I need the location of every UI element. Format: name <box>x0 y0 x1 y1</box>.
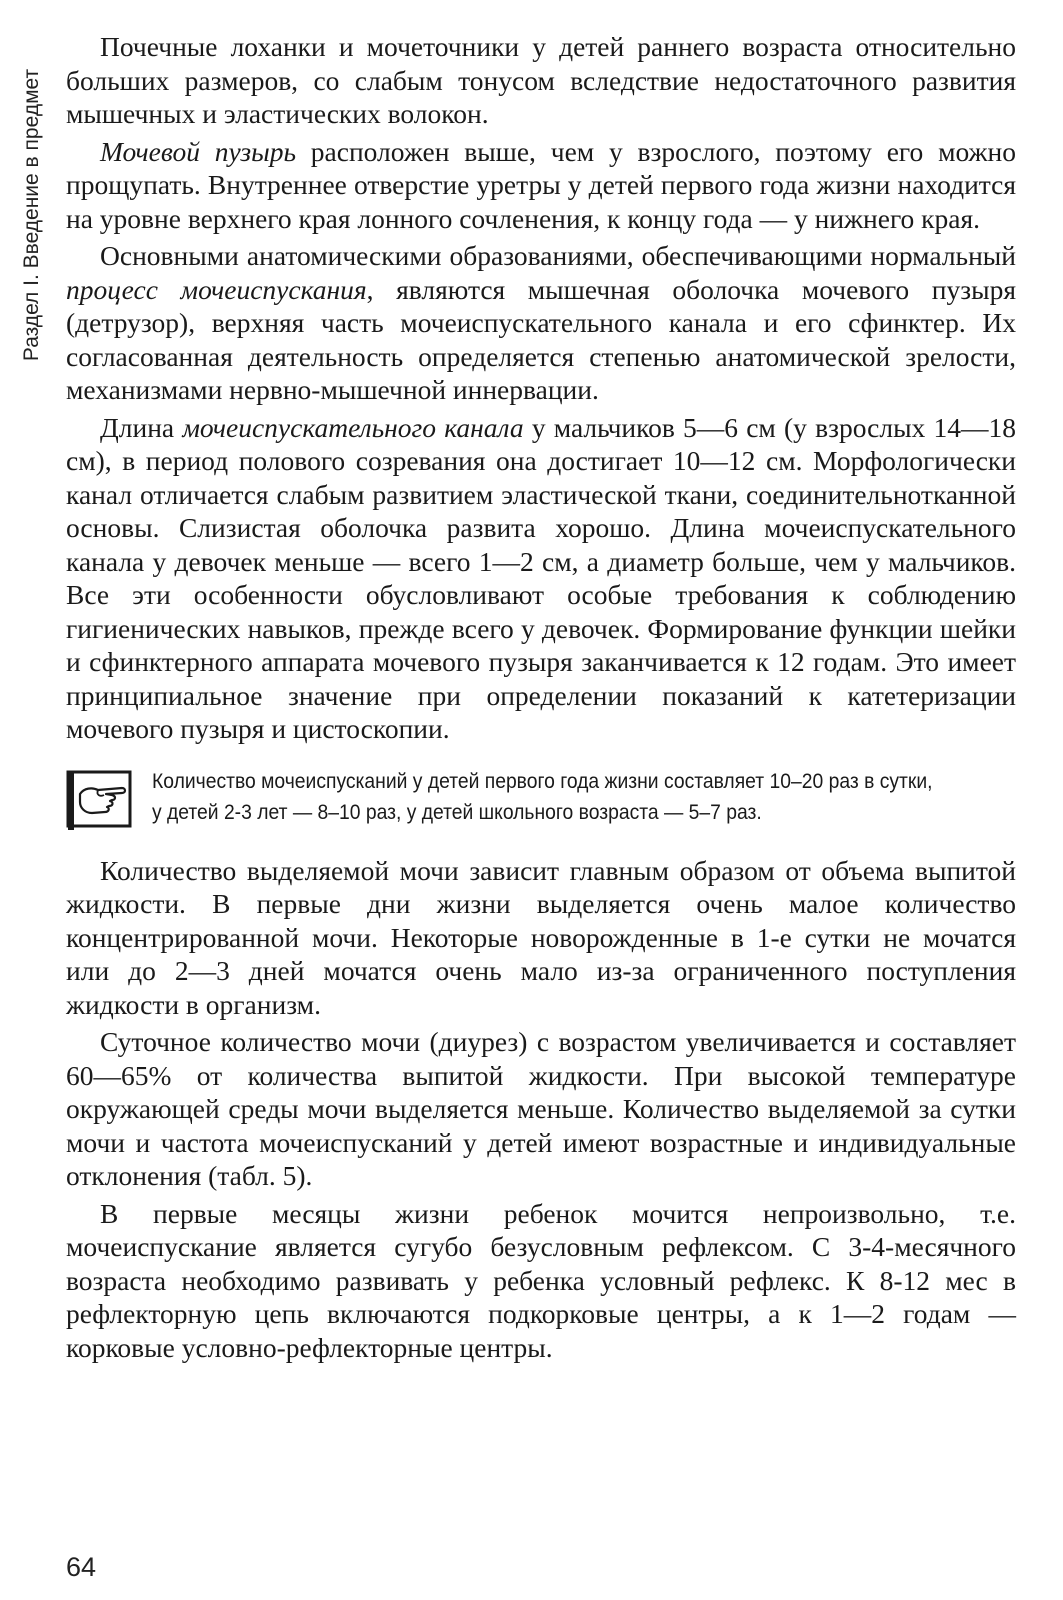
page-body <box>66 30 1016 1368</box>
page-number: 64 <box>66 1552 97 1582</box>
pointing-hand-icon <box>66 768 132 832</box>
note-text: Количество мочеиспусканий у детей первого года жизни составляет 10–20 раз в сутки, у детей 2-3 лет — 8–10 раз, у детей школьного возраста — 5–7 раз. <box>152 769 933 824</box>
running-section-label <box>12 30 52 400</box>
note-callout <box>66 766 1016 832</box>
term-urination-process: процесс мочеиспускания <box>66 273 367 305</box>
term-bladder: Мочевой пузырь <box>100 135 296 167</box>
paragraph-reflex: В первые месяцы жизни ребенок мочится непроизвольно, т.е. мочеиспускание является сугубо безусловным рефлексом. С 3-4-месячного возраста необходимо развивать у ребенка условный рефлекс. К 8-12 мес в рефлекторную цепь включаются подкорковые центры, а к 1—2 годам — корковые условно-рефлекторные центры. <box>66 1197 1016 1363</box>
paragraph-urine-volume: Количество выделяемой мочи зависит главным образом от объема выпитой жидкости. В первые дни жизни выделяется очень малое количество концентрированной мочи. Некоторые новорожденные в 1-е сутки не мочатся или до 2—3 дней мочатся очень мало из-за ограниченного поступления жидкости в организм. <box>66 854 1016 1020</box>
paragraph-urethra: Длина мочеиспускательного канала у мальчиков 5—6 см (у взрослых 14—18 см), в период полового созревания она достигает 10—12 см. Морфологически канал отличается слабым развитием эластической ткани, соединительнотканной основы. Слизистая оболочка развита хорошо. Длина мочеиспускательного канала у девочек меньше — всего 1—2 см, а диаметр больше, чем у мальчиков. Все эти особенности обусловливают особые требования к соблюдению гигиенических навыков, прежде всего у девочек. Формирование функции шейки и сфинктерного аппарата мочевого пузыря заканчивается к 12 годам. Это имеет принципиальное значение при определении показаний к катетеризации мочевого пузыря и цистоскопии. <box>66 411 1016 744</box>
term-urethra: мочеиспускательного канала <box>182 411 524 443</box>
paragraph-bladder: Мочевой пузырь расположен выше, чем у взрослого, поэтому его можно прощупать. Внутреннее отверстие уретры у детей первого года жизни находится на уровне верхнего края лонного сочленения, к концу года — у нижнего края. <box>66 135 1017 234</box>
paragraph-diuresis: Суточное количество мочи (диурез) с возрастом увеличивается и составляет 60—65% от количества выпитой жидкости. При высокой температуре окружающей среды мочи выделяется меньше. Количество выделяемой за сутки мочи и частота мочеиспусканий у детей имеют возрастные и индивидуальные отклонения (табл. 5). <box>66 1026 1016 1191</box>
paragraph-urination-process: Основными анатомическими образованиями, обеспечивающими нормальный процесс мочеиспускания, являются мышечная оболочка мочевого пузыря (детрузор), верхняя часть мочеиспускательного канала и его сфинктер. Их согласованная деятельность определяется степенью анатомической зрелости, механизмами нервно-мышечной иннервации. <box>66 240 1016 405</box>
paragraph-ureters: Почечные лоханки и мочеточники у детей раннего возраста относительно больших размеров, со слабым тонусом вследствие недостаточного развития мышечных и эластических волокон. <box>66 31 1016 129</box>
section-title: Раздел I. Введение в предмет <box>20 68 43 362</box>
